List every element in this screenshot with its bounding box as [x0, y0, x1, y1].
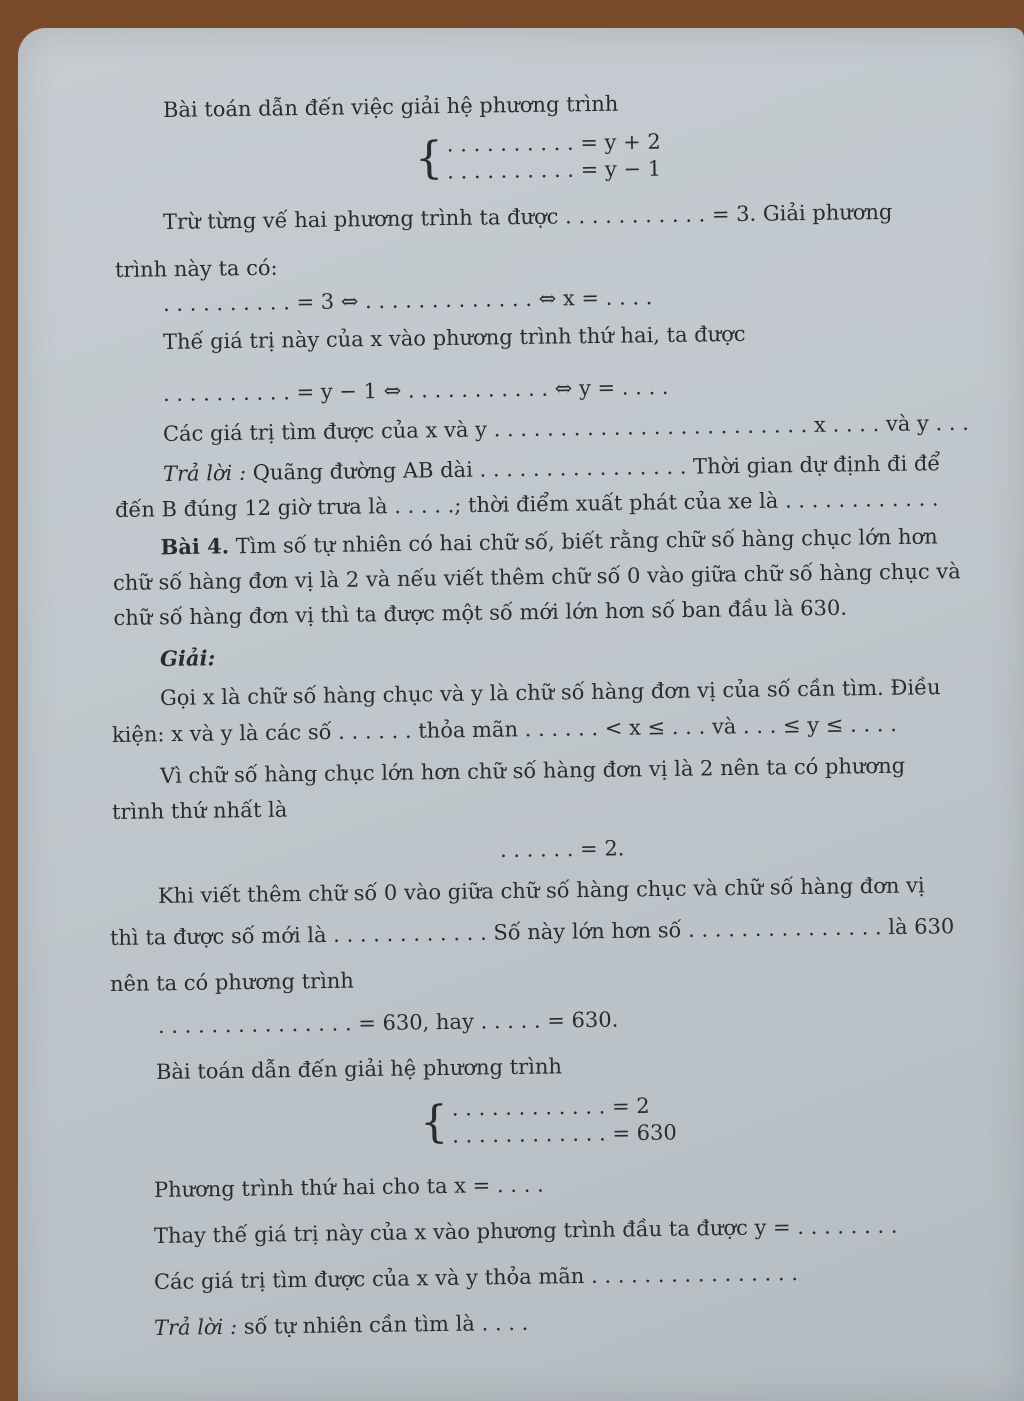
solve-y-line: . . . . . . . . . . = y − 1 ⇔ . . . . . . . . . . . ⇔ y = . . . .: [162, 374, 669, 406]
exercise-4-text: Tìm số tự nhiên có hai chữ số, biết rằng chữ số hàng chục lớn hơn chữ số hàng đơn vị là 2 và nếu viết thêm chữ số 0 vào giữa chữ số hàng chục và chữ số hàng đơn vị thì ta được một số mới lớn hơn số ban đầu là 630.: [112, 524, 961, 630]
first-equation-intro-cont: trình thứ nhất là: [111, 797, 288, 824]
equation-system-2: [420, 1092, 677, 1150]
first-equation: . . . . . . = 2.: [499, 836, 625, 862]
final-answer-label: Trả lời :: [153, 1314, 238, 1340]
second-equation-result: Phương trình thứ hai cho ta x = . . . .: [153, 1172, 544, 1202]
second-equation-intro: nên ta có phương trình: [109, 968, 355, 996]
system1-equation-2: . . . . . . . . . . = y − 1: [447, 156, 662, 184]
subtract-line-cont: trình này ta có:: [114, 255, 278, 282]
exercise-4-label: Bài 4.: [160, 533, 230, 560]
solve-x-line: . . . . . . . . . . = 3 ⇔ . . . . . . . . . . . . . ⇔ x = . . . .: [162, 285, 653, 316]
second-equation: . . . . . . . . . . . . . . . = 630, hay . . . . . = 630.: [157, 1007, 619, 1038]
system2-equation-1: . . . . . . . . . . . . = 2: [451, 1093, 650, 1121]
exercise-4-paragraph: [112, 518, 979, 636]
solution-heading: Giải:: [159, 645, 216, 671]
system2-equation-2: . . . . . . . . . . . . = 630: [452, 1120, 677, 1148]
values-found-line: Các giá trị tìm được của x và y . . . . . . . . . . . . . . . . . . . . . . . . x . . . . và y . . .: [162, 410, 970, 446]
values-satisfy-line: Các giá trị tìm được của x và y thỏa mãn . . . . . . . . . . . . . . . .: [153, 1261, 799, 1294]
let-x-line: Gọi x là chữ số hàng chục và y là chữ số hàng đơn vị của số cần tìm. Điều: [159, 675, 941, 710]
system1-equation-1: . . . . . . . . . . = y + 2: [446, 129, 661, 157]
new-number-line: thì ta được số mới là . . . . . . . . . . . . Số này lớn hơn số . . . . . . . . . . . . . . . là 630: [109, 914, 955, 950]
equation-system-1: [415, 129, 662, 187]
condition-line: kiện: x và y là các số . . . . . . thỏa mãn . . . . . . < x ≤ . . . và . . . ≤ y ≤ . . . .: [111, 712, 897, 747]
intro-system-line: Bài toán dẫn đến việc giải hệ phương trình: [162, 91, 619, 122]
insert-zero-line: Khi viết thêm chữ số 0 vào giữa chữ số hàng chục và chữ số hàng đơn vị: [157, 873, 925, 908]
answer-line-cont: đến B đúng 12 giờ trưa là . . . . .; thời điểm xuất phát của xe là . . . . . . . . . . . .: [114, 486, 939, 522]
answer-label: Trả lời :: [162, 460, 247, 486]
subtract-line: Trừ từng vế hai phương trình ta được . . . . . . . . . . . = 3. Giải phương: [162, 199, 893, 234]
system-brace: {: [419, 1096, 449, 1149]
system-brace: {: [414, 132, 444, 185]
final-answer-line: [154, 1307, 529, 1346]
final-answer-text: số tự nhiên cần tìm là . . . .: [236, 1310, 529, 1339]
answer-text: Quãng đường AB dài . . . . . . . . . . . . . . . . Thời gian dự định đi để: [245, 451, 941, 485]
substitute-y-line: Thay thế giá trị này của x vào phương trình đầu ta được y = . . . . . . . .: [153, 1213, 898, 1248]
substitute-line: Thế giá trị này của x vào phương trình thứ hai, ta được: [162, 321, 746, 354]
intro-system-line-2: Bài toán dẫn đến giải hệ phương trình: [155, 1054, 563, 1084]
first-equation-intro: Vì chữ số hàng chục lớn hơn chữ số hàng đơn vị là 2 nên ta có phương: [159, 753, 906, 788]
